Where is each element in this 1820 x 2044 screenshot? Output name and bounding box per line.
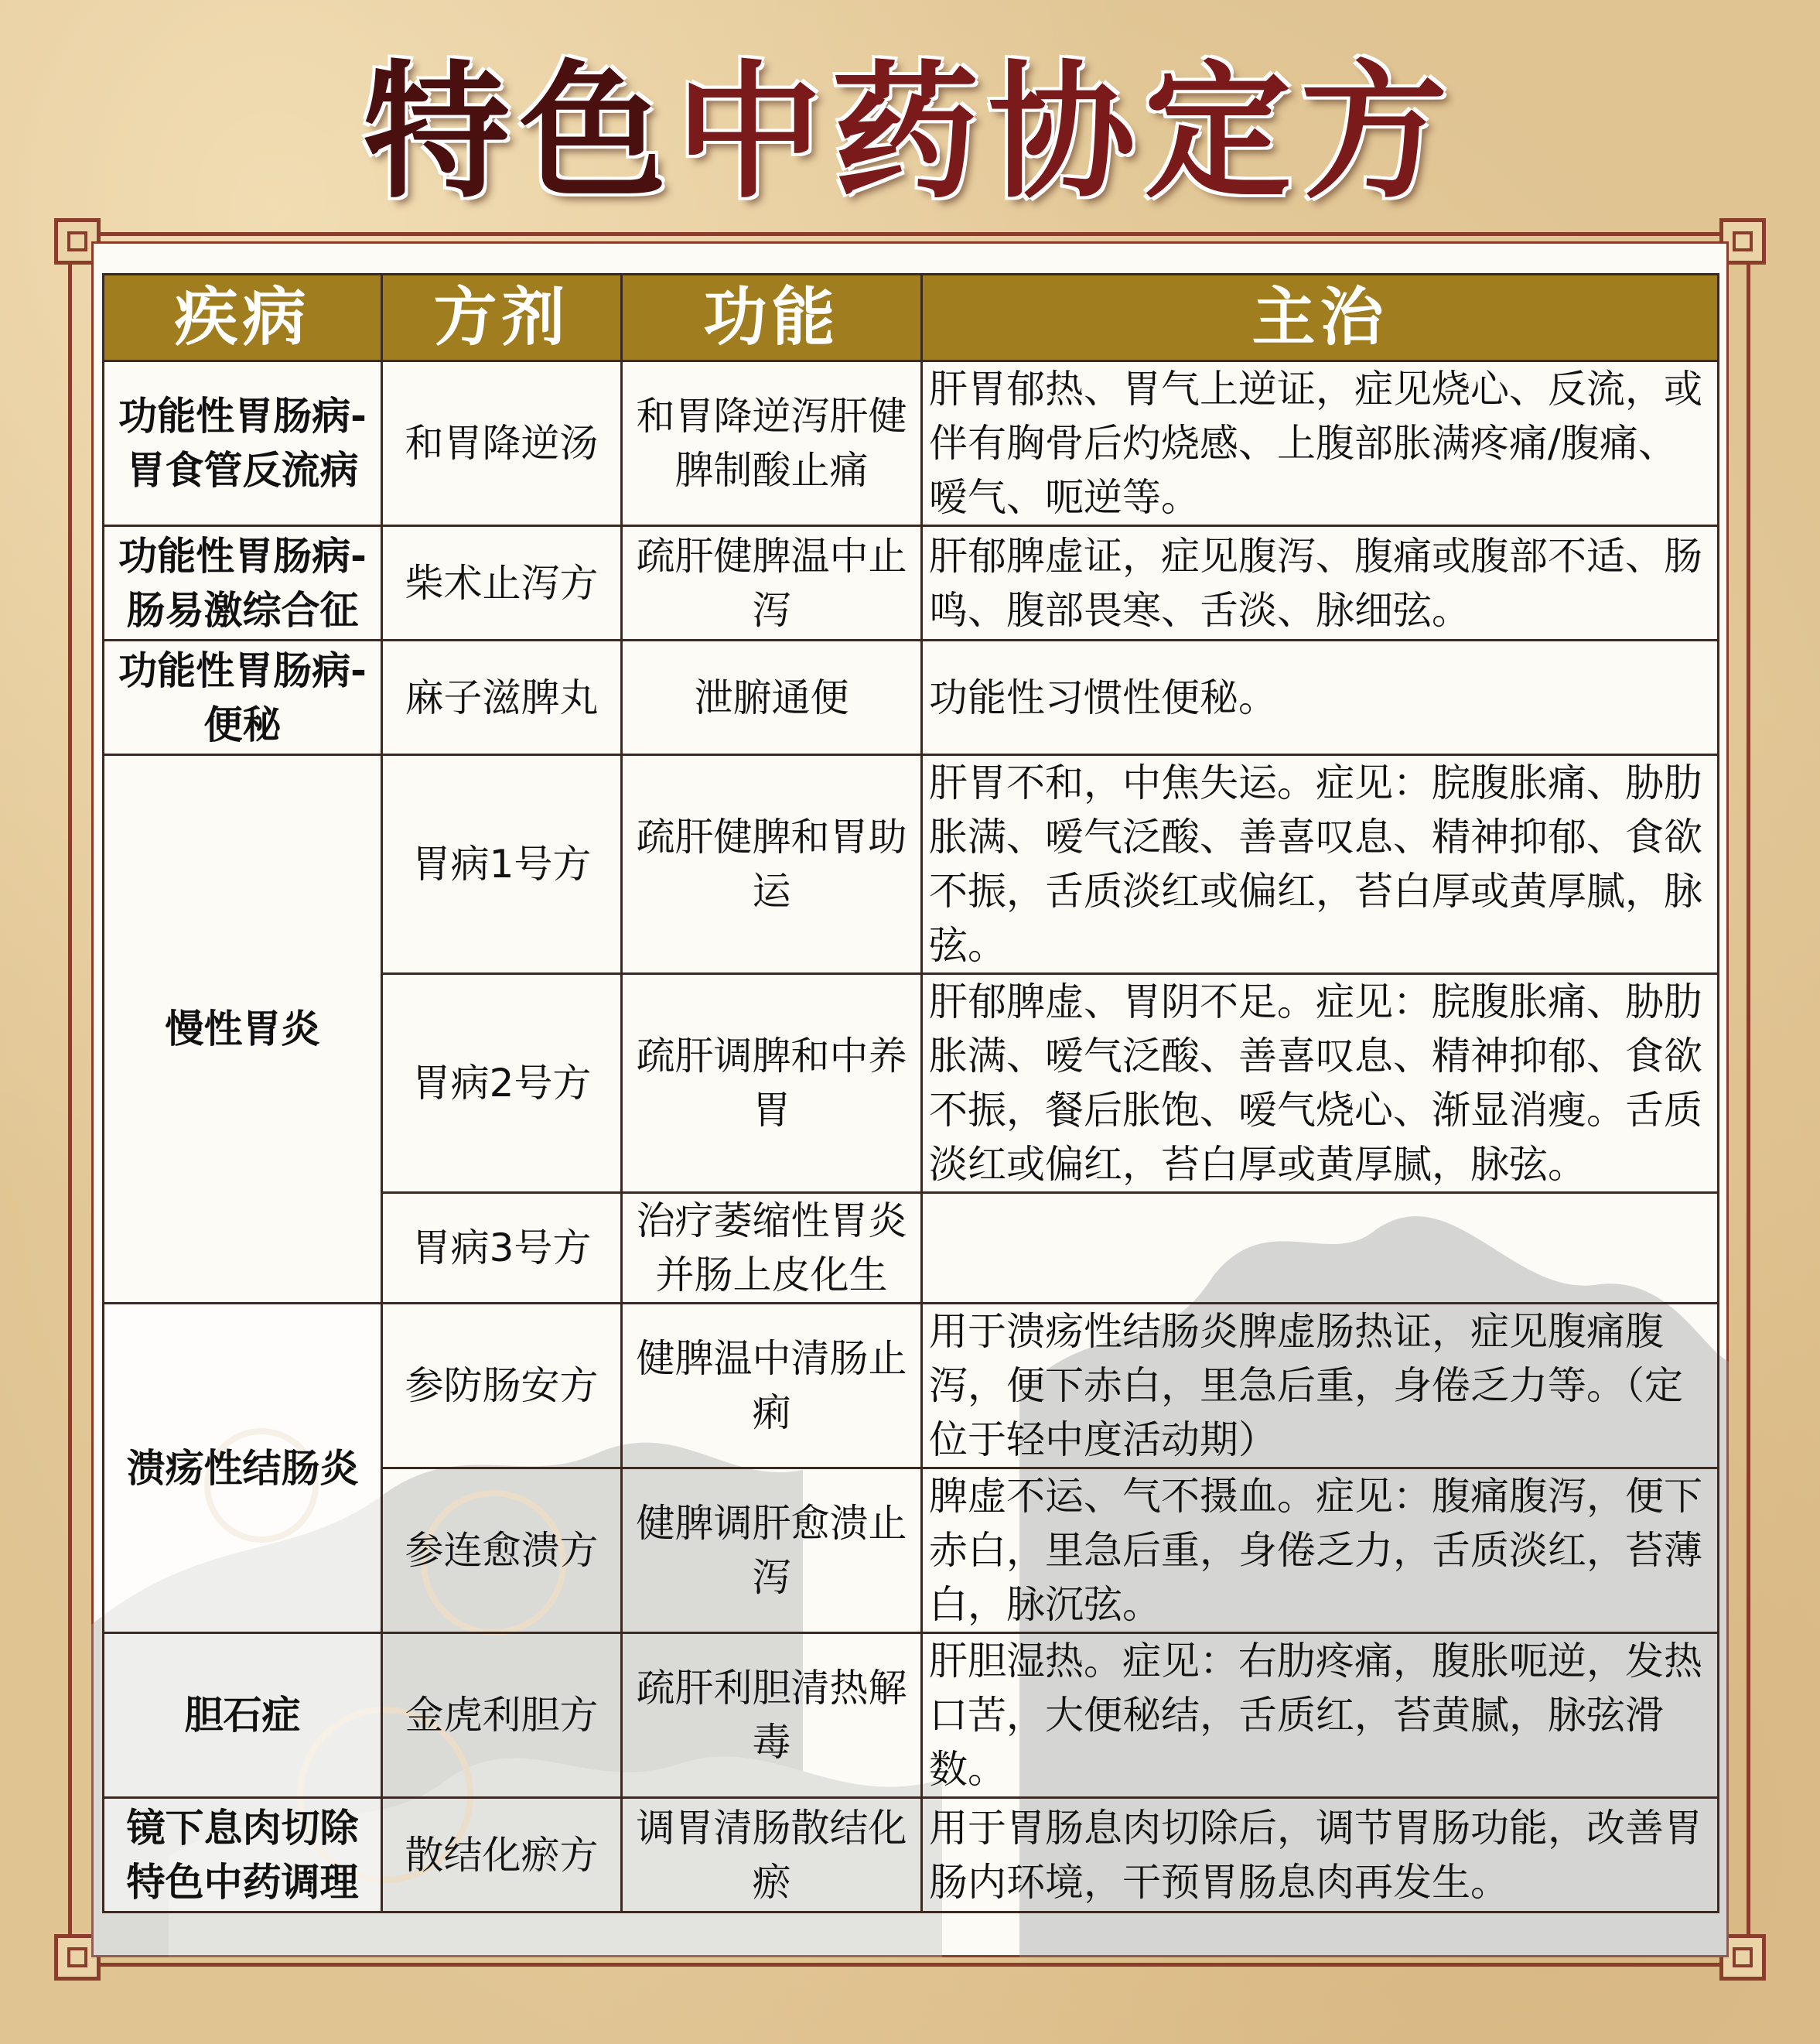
indication-cell: 肝郁脾虚证，症见腹泻、腹痛或腹部不适、肠鸣、腹部畏寒、舌淡、脉细弦。 [922, 526, 1719, 641]
formula-cell: 参连愈溃方 [382, 1468, 622, 1633]
disease-cell: 胆石症 [104, 1633, 382, 1798]
table-row [104, 1798, 1719, 1912]
disease-cell: 功能性胃肠病-胃食管反流病 [104, 361, 382, 526]
table-row [104, 755, 1719, 974]
header-disease: 疾病 [104, 275, 382, 361]
formula-cell: 胃病1号方 [382, 755, 622, 974]
formula-cell: 和胃降逆汤 [382, 361, 622, 526]
indication-cell: 功能性习惯性便秘。 [922, 641, 1719, 755]
disease-cell: 功能性胃肠病-肠易激综合征 [104, 526, 382, 641]
function-cell: 调胃清肠散结化瘀 [622, 1798, 922, 1912]
table-header-row [104, 275, 1719, 361]
title-part-2: 中药协定方 [675, 45, 1457, 218]
table-row [104, 641, 1719, 755]
disease-cell: 溃疡性结肠炎 [104, 1304, 382, 1633]
indication-cell: 肝胃郁热、胃气上逆证，症见烧心、反流，或伴有胸骨后灼烧感、上腹部胀满疼痛/腹痛、嗳气、呃逆等。 [922, 361, 1719, 526]
table-row [104, 1304, 1719, 1468]
table-row [104, 526, 1719, 641]
indication-cell: 脾虚不运、气不摄血。症见：腹痛腹泻，便下赤白，里急后重，身倦乏力，舌质淡红，苔薄白，脉沉弦。 [922, 1468, 1719, 1633]
formula-cell: 参防肠安方 [382, 1304, 622, 1468]
formula-cell: 散结化瘀方 [382, 1798, 622, 1912]
disease-cell: 慢性胃炎 [104, 755, 382, 1304]
formula-table [102, 273, 1719, 1913]
function-cell: 疏肝调脾和中养胃 [622, 974, 922, 1193]
formula-cell: 柴术止泻方 [382, 526, 622, 641]
indication-cell: 用于溃疡性结肠炎脾虚肠热证，症见腹痛腹泻，便下赤白，里急后重，身倦乏力等。（定位于轻中度活动期） [922, 1304, 1719, 1468]
header-function: 功能 [622, 275, 922, 361]
function-cell: 健脾温中清肠止痢 [622, 1304, 922, 1468]
indication-cell [922, 1193, 1719, 1304]
formula-cell: 胃病2号方 [382, 974, 622, 1193]
indication-cell: 用于胃肠息肉切除后，调节胃肠功能，改善胃肠内环境，干预胃肠息肉再发生。 [922, 1798, 1719, 1912]
formula-cell: 金虎利胆方 [382, 1633, 622, 1798]
table-row [104, 1633, 1719, 1798]
function-cell: 疏肝健脾温中止泻 [622, 526, 922, 641]
function-cell: 和胃降逆泻肝健脾制酸止痛 [622, 361, 922, 526]
disease-cell: 功能性胃肠病-便秘 [104, 641, 382, 755]
function-cell: 健脾调肝愈溃止泻 [622, 1468, 922, 1633]
disease-cell: 镜下息肉切除特色中药调理 [104, 1798, 382, 1912]
indication-cell: 肝胆湿热。症见：右肋疼痛，腹胀呃逆，发热口苦，大便秘结，舌质红，苔黄腻，脉弦滑数。 [922, 1633, 1719, 1798]
function-cell: 治疗萎缩性胃炎并肠上皮化生 [622, 1193, 922, 1304]
function-cell: 泄腑通便 [622, 641, 922, 755]
function-cell: 疏肝健脾和胃助运 [622, 755, 922, 974]
function-cell: 疏肝利胆清热解毒 [622, 1633, 922, 1798]
page-title [0, 31, 1820, 218]
formula-cell: 麻子滋脾丸 [382, 641, 622, 755]
indication-cell: 肝郁脾虚、胃阴不足。症见：脘腹胀痛、胁肋胀满、嗳气泛酸、善喜叹息、精神抑郁、食欲不振，餐后胀饱、嗳气烧心、渐显消瘦。舌质淡红或偏红，苔白厚或黄厚腻，脉弦。 [922, 974, 1719, 1193]
formula-cell: 胃病3号方 [382, 1193, 622, 1304]
title-part-1: 特色 [363, 45, 676, 218]
indication-cell: 肝胃不和，中焦失运。症见：脘腹胀痛、胁肋胀满、嗳气泛酸、善喜叹息、精神抑郁、食欲不振，舌质淡红或偏红，苔白厚或黄厚腻，脉弦。 [922, 755, 1719, 974]
header-indication: 主治 [922, 275, 1719, 361]
header-formula: 方剂 [382, 275, 622, 361]
table-row [104, 361, 1719, 526]
